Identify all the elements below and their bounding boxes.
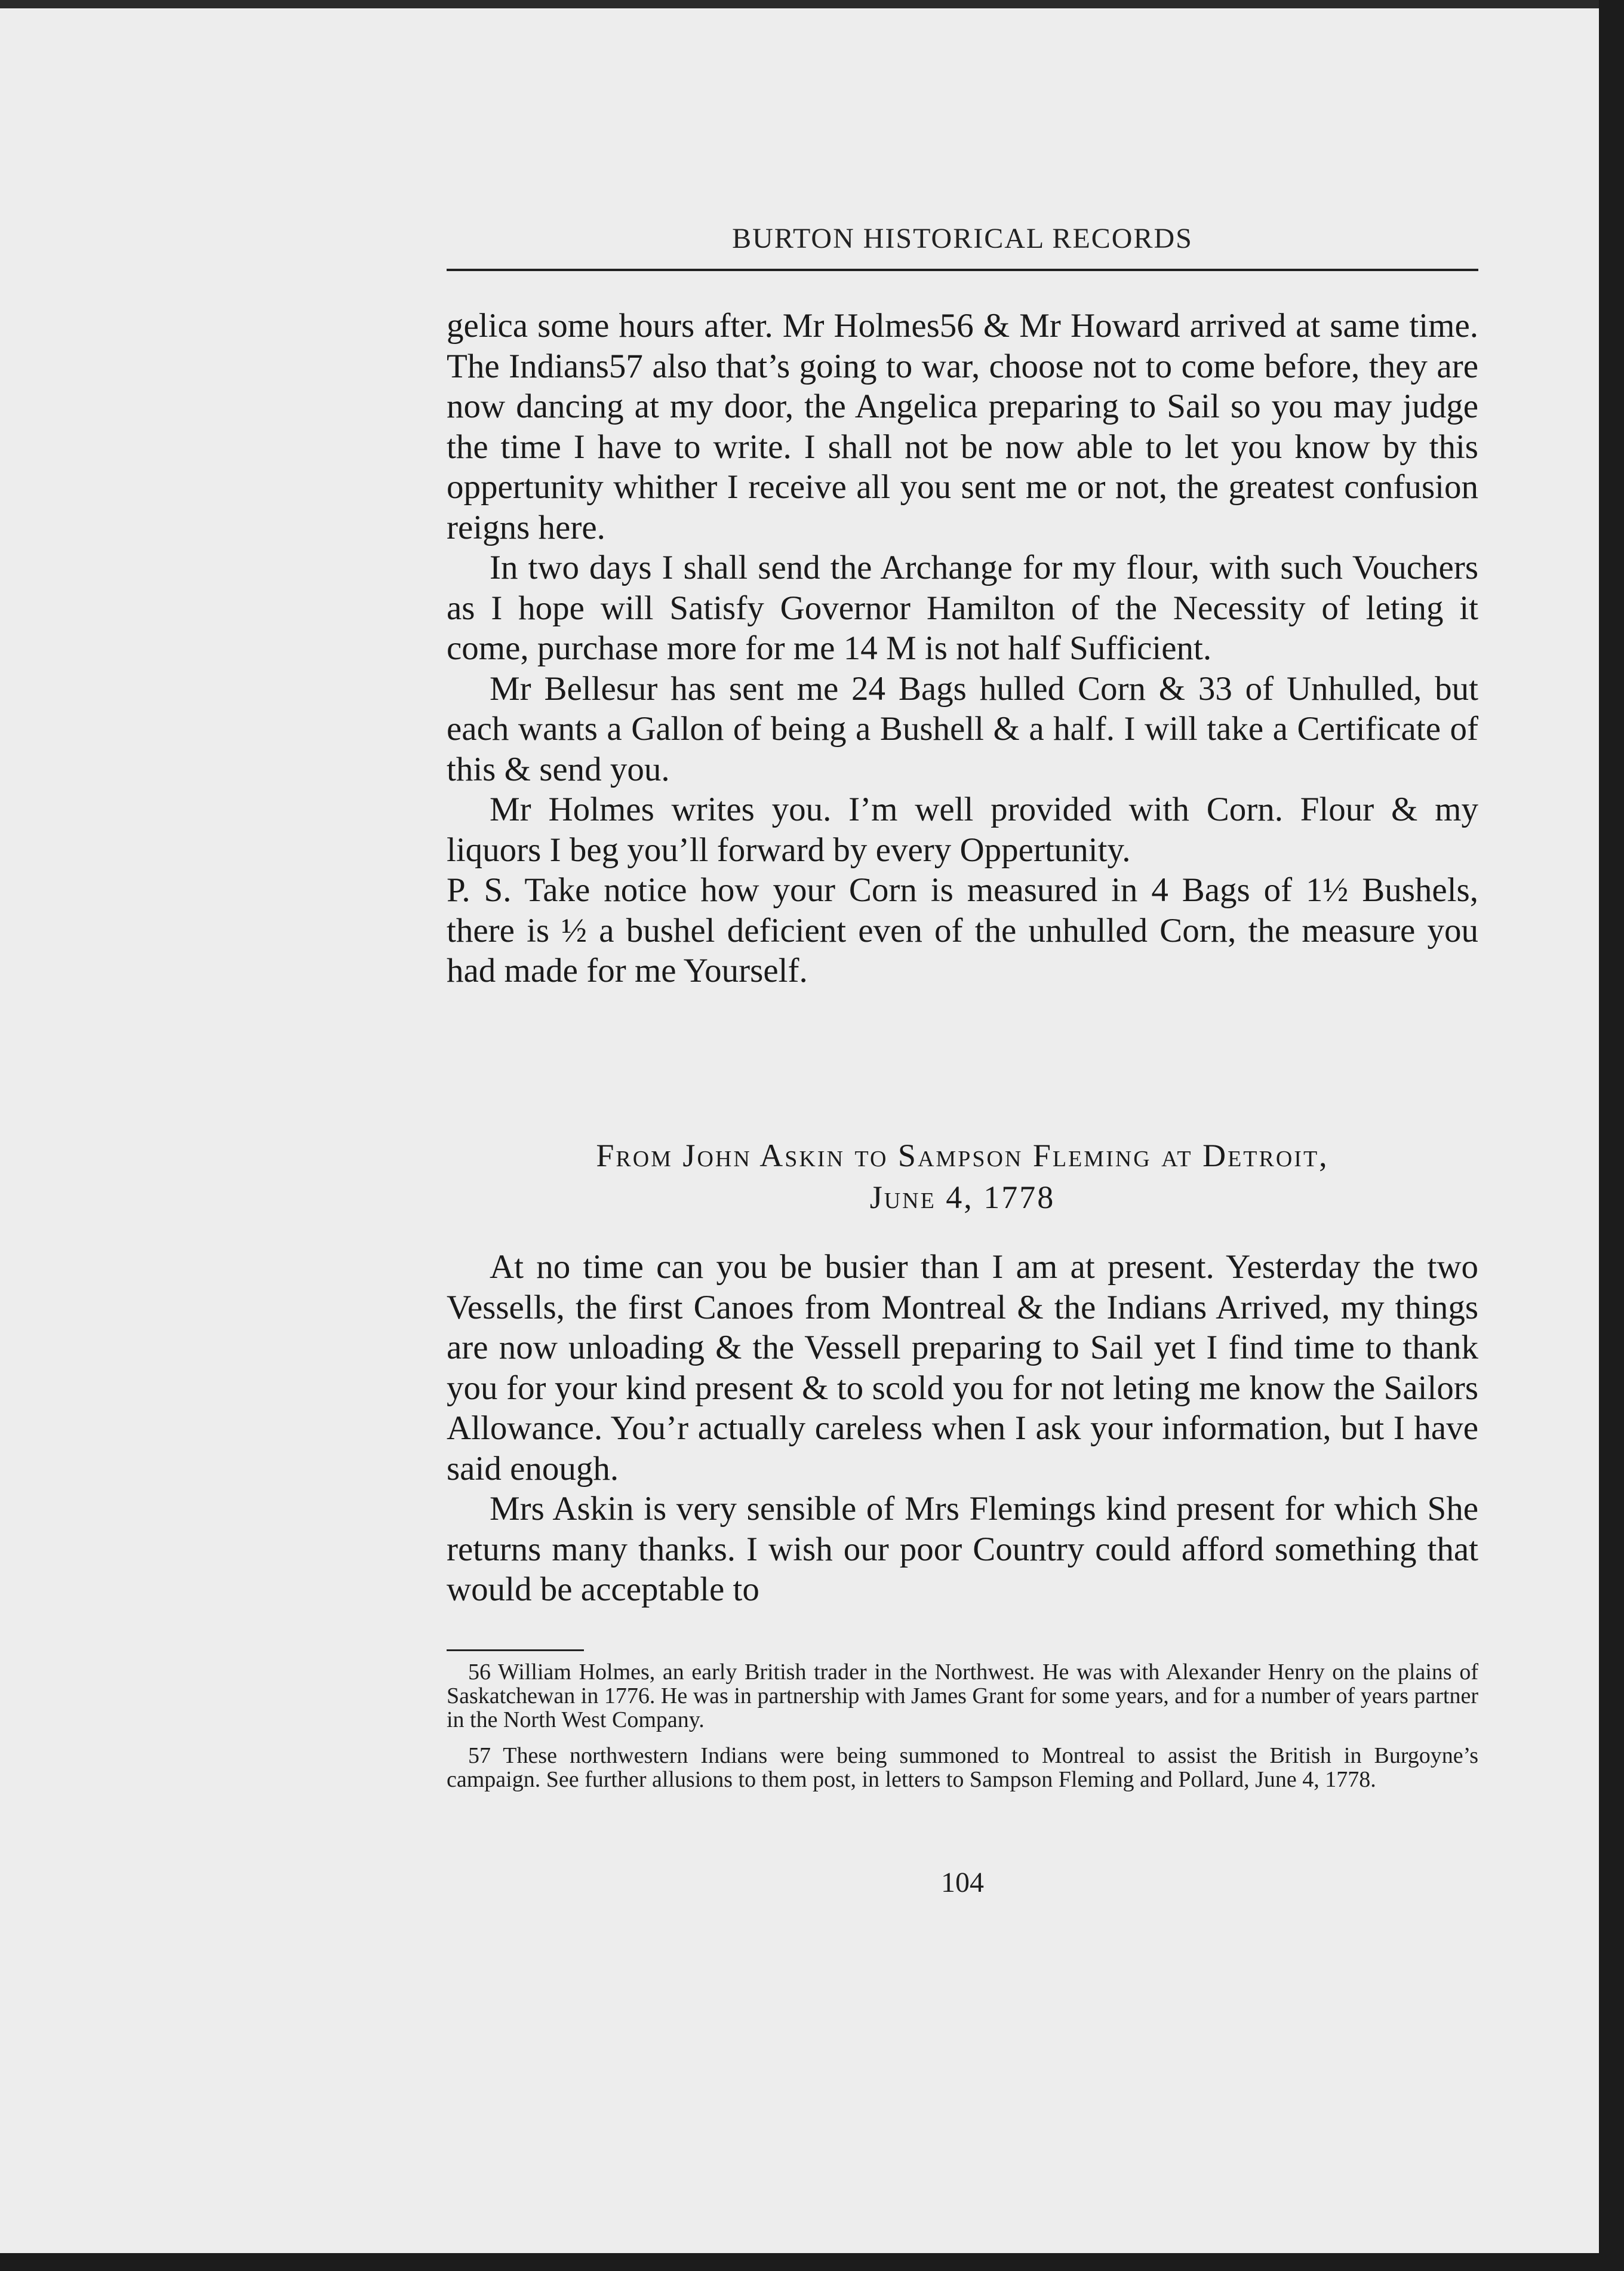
page-number: 104 <box>941 1867 984 1898</box>
running-head: BURTON HISTORICAL RECORDS <box>732 223 1193 254</box>
letter-heading <box>447 1135 1478 1218</box>
header-rule <box>447 269 1478 271</box>
scan-edge-top <box>0 0 1624 8</box>
paragraph-3: Mr Bellesur has sent me 24 Bags hulled Corn & 33 of Unhulled, but each wants a Gallon of being a Bushell & a half. I will take a Certificate of this & send you. <box>447 669 1478 788</box>
paragraph-4: Mr Holmes writes you. I’m well provided with Corn. Flour & my liquors I beg you’ll forward by every Oppertunity. <box>447 791 1478 869</box>
paragraph-2: In two days I shall send the Archange for my flour, with such Vouchers as I hope will Satisfy Governor Hamilton of the Necessity of leting it come, purchase more for me 14 M is not half Sufficient. <box>447 549 1478 667</box>
letter-paragraph-1: At no time can you be busier than I am at present. Yesterday the two Vessells, the first Canoes from Montreal & the Indians Arrived, my things are now unloading & the Vessell preparing to Sail yet I find time to thank you for your kind present & to scold you for not leting me know the Sailors Allowance. You’r actually careless when I ask your information, but I have said enough. <box>447 1248 1478 1488</box>
scan-edge-bottom <box>0 2253 1624 2271</box>
letter-heading-line-2: June 4, 1778 <box>869 1179 1056 1215</box>
letter-body <box>447 1247 1478 1610</box>
letter-continuation <box>447 306 1478 991</box>
paragraph-1: gelica some hours after. Mr Holmes56 & Mr Howard arrived at same time. The Indians57 also that’s going to war, choose not to come before, they are now dancing at my door, the Angelica preparing to Sail so you may judge the time I have to write. I shall not be now able to let you know by this oppertunity whither I receive all you sent me or not, the greatest confusion reigns here. <box>447 307 1478 546</box>
postscript: P. S. Take notice how your Corn is measured in 4 Bags of 1½ Bushels, there is ½ a bushel deficient even of the unhulled Corn, the measure you had made for me Yourself. <box>447 871 1478 989</box>
footnote-57: 57 These northwestern Indians were being summoned to Montreal to assist the British in Burgoyne’s campaign. See further allusions to them post, in letters to Sampson Fleming and Pollard, June 4, 1778. <box>447 1743 1478 1792</box>
scan-edge-right <box>1599 0 1624 2271</box>
footnote-56: 56 William Holmes, an early British trader in the Northwest. He was with Alexander Henry on the plains of Saskatchewan in 1776. He was in partnership with James Grant for some years, and for a number of years partner in the North West Company. <box>447 1660 1478 1732</box>
footnotes <box>447 1660 1478 1803</box>
footnote-rule <box>447 1649 584 1651</box>
letter-heading-line-1: From John Askin to Sampson Fleming at Detroit, <box>596 1138 1329 1173</box>
letter-paragraph-2: Mrs Askin is very sensible of Mrs Flemings kind present for which She returns many thanks. I wish our poor Country could afford something that would be acceptable to <box>447 1490 1478 1608</box>
